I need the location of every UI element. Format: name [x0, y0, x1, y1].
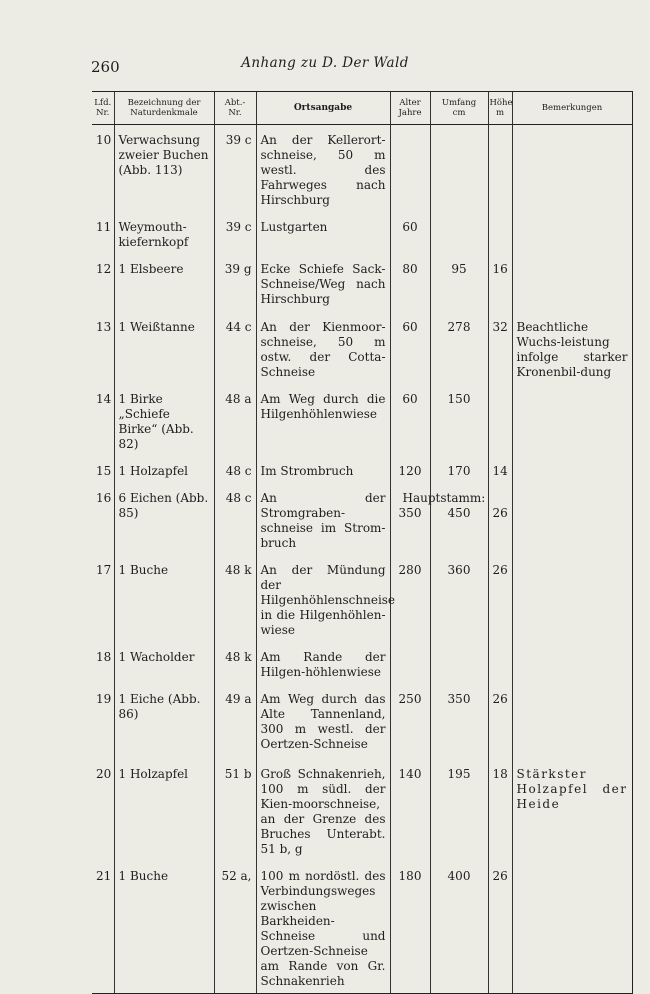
- hauptstamm-label: Hauptstamm:: [402, 491, 486, 505]
- cell-ort: 100 m nordöstl. des Verbindungsweges zwischen Barkheiden-Schneise und Oertzen-Schneise am Rande von Gr. Schnakenrieh: [256, 861, 390, 994]
- cell-umfang: 170: [430, 456, 488, 483]
- cell-ort: Ecke Schiefe Sack-Schneise/Weg nach Hirschburg: [256, 254, 390, 312]
- cell-nr: 20: [96, 767, 112, 781]
- col-header-name: Bezeichnung der Naturdenkmale: [114, 92, 214, 125]
- table-row: [92, 125, 632, 213]
- cell-name: 1 Wacholder: [114, 642, 214, 684]
- cell-bem: [512, 254, 632, 312]
- cell-abt: 39 c: [214, 212, 256, 254]
- cell-alter: 180: [390, 861, 430, 994]
- cell-abt: 48 c: [214, 483, 256, 555]
- cell-hoehe: [488, 125, 512, 213]
- cell-hoehe: 32: [488, 312, 512, 384]
- cell-bem: [512, 555, 632, 642]
- cell-ort: Am Weg durch die Hilgenhöhlenwiese: [256, 384, 390, 456]
- cell-umfang: 278: [430, 312, 488, 384]
- cell-umfang: [430, 125, 488, 213]
- cell-hoehe: 26: [488, 684, 512, 759]
- cell-abt: 48 a: [214, 384, 256, 456]
- table-row: [92, 861, 632, 994]
- table-row: [92, 684, 632, 759]
- table-row: [92, 212, 632, 254]
- table-row: [92, 312, 632, 384]
- cell-ort: Am Rande der Hilgen-höhlenwiese: [256, 642, 390, 684]
- col-header-nr: Lfd. Nr.: [92, 92, 114, 125]
- col-header-umfang: Umfang cm: [430, 92, 488, 125]
- cell-abt: 52 a,: [214, 861, 256, 994]
- col-header-abt: Abt.- Nr.: [214, 92, 256, 125]
- table-row: [92, 555, 632, 642]
- cell-hoehe: 26: [488, 483, 512, 555]
- cell-nr: 19: [96, 692, 112, 706]
- cell-bem: Stärkster Holzapfel der Heide: [512, 759, 632, 861]
- cell-umfang: 360: [430, 555, 488, 642]
- page-number: 260: [91, 58, 120, 76]
- table-body: [92, 125, 632, 994]
- cell-name: 1 Elsbeere: [114, 254, 214, 312]
- cell-name: 1 Holzapfel: [114, 456, 214, 483]
- cell-hoehe: [488, 212, 512, 254]
- cell-name: 1 Weißtanne: [114, 312, 214, 384]
- cell-ort: An der Kellerort-schneise, 50 m westl. des Fahrweges nach Hirschburg: [256, 125, 390, 213]
- cell-bem: [512, 861, 632, 994]
- cell-bem: [512, 212, 632, 254]
- cell-bem: [512, 125, 632, 213]
- cell-umfang: 150: [430, 384, 488, 456]
- cell-nr: 14: [96, 392, 112, 406]
- cell-umfang: 95: [430, 254, 488, 312]
- cell-hoehe: 14: [488, 456, 512, 483]
- cell-hoehe: 26: [488, 861, 512, 994]
- cell-name: 1 Buche: [114, 861, 214, 994]
- running-head: Anhang zu D. Der Wald: [241, 55, 409, 71]
- cell-ort: An der Kienmoor-schneise, 50 m ostw. der Cotta-Schneise: [256, 312, 390, 384]
- cell-name: 1 Holzapfel: [114, 759, 214, 861]
- cell-alter: 60: [390, 212, 430, 254]
- col-header-ort: Ortsangabe: [256, 92, 390, 125]
- table-row: [92, 456, 632, 483]
- cell-abt: 44 c: [214, 312, 256, 384]
- table-row: [92, 642, 632, 684]
- cell-hoehe: [488, 642, 512, 684]
- cell-nr: 16: [96, 491, 112, 505]
- table-header: [92, 92, 632, 125]
- cell-bem: Beachtliche Wuchs-leistung infolge starker Kronenbil-dung: [512, 312, 632, 384]
- cell-name: 1 Buche: [114, 555, 214, 642]
- cell-umfang: 400: [430, 861, 488, 994]
- cell-nr: 17: [96, 563, 112, 577]
- cell-alter: 60: [390, 312, 430, 384]
- cell-abt: 48 k: [214, 642, 256, 684]
- natural-monuments-table: [92, 91, 633, 994]
- cell-ort: Lustgarten: [256, 212, 390, 254]
- cell-alter: [390, 125, 430, 213]
- cell-ort: An der Stromgraben-schneise im Strom-bruch: [256, 483, 390, 555]
- cell-nr: 11: [96, 220, 112, 234]
- cell-abt: 39 c: [214, 125, 256, 213]
- cell-nr: 10: [96, 133, 112, 147]
- col-header-bem: Bemerkungen: [512, 92, 632, 125]
- cell-abt: 51 b: [214, 759, 256, 861]
- table-row: [92, 483, 632, 555]
- cell-hoehe: 16: [488, 254, 512, 312]
- cell-hoehe: 26: [488, 555, 512, 642]
- cell-alter: [390, 642, 430, 684]
- col-header-alter: Alter Jahre: [390, 92, 430, 125]
- col-header-hoehe: Höhe m: [488, 92, 512, 125]
- cell-ort: Groß Schnakenrieh, 100 m südl. der Kien-moorschneise, an der Grenze des Bruches Unterabt. 51 b, g: [256, 759, 390, 861]
- cell-umfang: [430, 642, 488, 684]
- cell-alter: 280: [390, 555, 430, 642]
- cell-abt: 48 c: [214, 456, 256, 483]
- cell-bem: [512, 483, 632, 555]
- cell-name: 6 Eichen (Abb. 85): [114, 483, 214, 555]
- cell-nr: 13: [96, 320, 112, 334]
- alter-value: 350: [398, 506, 422, 520]
- cell-alter: 140: [390, 759, 430, 861]
- cell-bem: [512, 384, 632, 456]
- cell-umfang: [430, 212, 488, 254]
- cell-name: 1 Birke „Schiefe Birke“ (Abb. 82): [114, 384, 214, 456]
- cell-umfang: 450: [430, 483, 488, 555]
- cell-alter: 120: [390, 456, 430, 483]
- cell-name: Verwachsung zweier Buchen (Abb. 113): [114, 125, 214, 213]
- cell-umfang: 195: [430, 759, 488, 861]
- cell-bem: [512, 642, 632, 684]
- table-row: [92, 254, 632, 312]
- cell-alter: 250: [390, 684, 430, 759]
- cell-nr: 18: [96, 650, 112, 664]
- cell-nr: 12: [96, 262, 112, 276]
- table-row: [92, 384, 632, 456]
- cell-name: 1 Eiche (Abb. 86): [114, 684, 214, 759]
- cell-abt: 48 k: [214, 555, 256, 642]
- cell-abt: 49 a: [214, 684, 256, 759]
- cell-ort: Am Weg durch das Alte Tannenland, 300 m westl. der Oertzen-Schneise: [256, 684, 390, 759]
- cell-nr: 21: [92, 861, 114, 994]
- cell-hoehe: [488, 384, 512, 456]
- cell-name: Weymouth-kiefernkopf: [114, 212, 214, 254]
- cell-hoehe: 18: [488, 759, 512, 861]
- table-row: [92, 759, 632, 861]
- cell-ort: Im Strombruch: [256, 456, 390, 483]
- cell-umfang: 350: [430, 684, 488, 759]
- cell-ort: An der Mündung der Hilgenhöhlenschneise in die Hilgenhöhlen-wiese: [256, 555, 390, 642]
- cell-bem: [512, 684, 632, 759]
- cell-abt: 39 g: [214, 254, 256, 312]
- cell-alter: 60: [390, 384, 430, 456]
- cell-alter: 80: [390, 254, 430, 312]
- cell-nr: 15: [96, 464, 112, 478]
- cell-bem: [512, 456, 632, 483]
